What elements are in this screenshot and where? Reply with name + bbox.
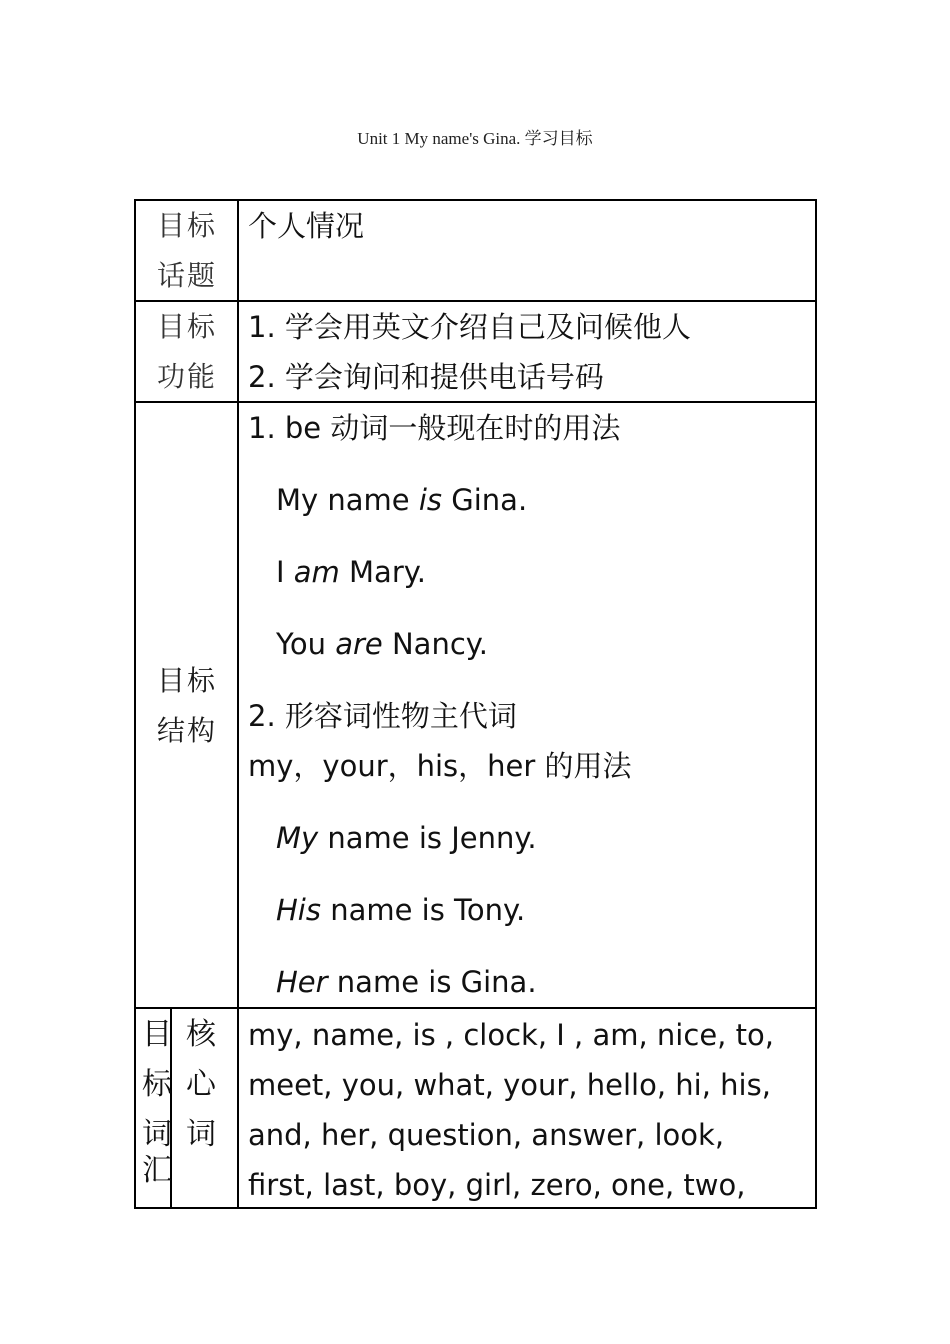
structure-point-2: 2. 形容词性物主代词 (248, 699, 517, 733)
vocab-line: my, name, is , clock, I , am, nice, to, (248, 1018, 774, 1052)
table-border-right (815, 199, 817, 1209)
structure-label: 目标 结构 (156, 664, 217, 747)
vocab-line: first, last, boy, girl, zero, one, two, (248, 1168, 746, 1202)
vocab-line: meet, you, what, your, hello, hi, his, (248, 1068, 771, 1102)
example-sentence: My name is Gina. (276, 483, 528, 517)
example-sentence: Her name is Gina. (276, 965, 537, 999)
vocab-outer-label: 目 标 词 汇 (142, 1017, 172, 1188)
function-line: 2. 学会询问和提供电话号码 (248, 360, 604, 394)
topic-label: 目标 话题 (156, 209, 217, 292)
document-title: Unit 1 My name's Gina. 学习目标 (357, 129, 593, 148)
structure-point-1: 1. be 动词一般现在时的用法 (248, 411, 621, 445)
topic-content: 个人情况 (248, 209, 365, 243)
example-sentence: His name is Tony. (276, 893, 526, 927)
function-content (248, 302, 691, 402)
example-sentence: I am Mary. (276, 555, 426, 589)
example-sentence: My name is Jenny. (276, 821, 537, 855)
vocab-inner-label: 核 心 词 (186, 1017, 216, 1152)
vocab-line: and, her, question, answer, look, (248, 1118, 725, 1152)
function-label: 目标 功能 (156, 310, 217, 393)
structure-point-2-continued: my，your，his，her 的用法 (248, 749, 632, 783)
function-line: 1. 学会用英文介绍自己及问候他人 (248, 310, 691, 344)
structure-content (248, 403, 632, 1007)
vocab-content (248, 1010, 774, 1210)
example-sentence: You are Nancy. (276, 627, 489, 661)
